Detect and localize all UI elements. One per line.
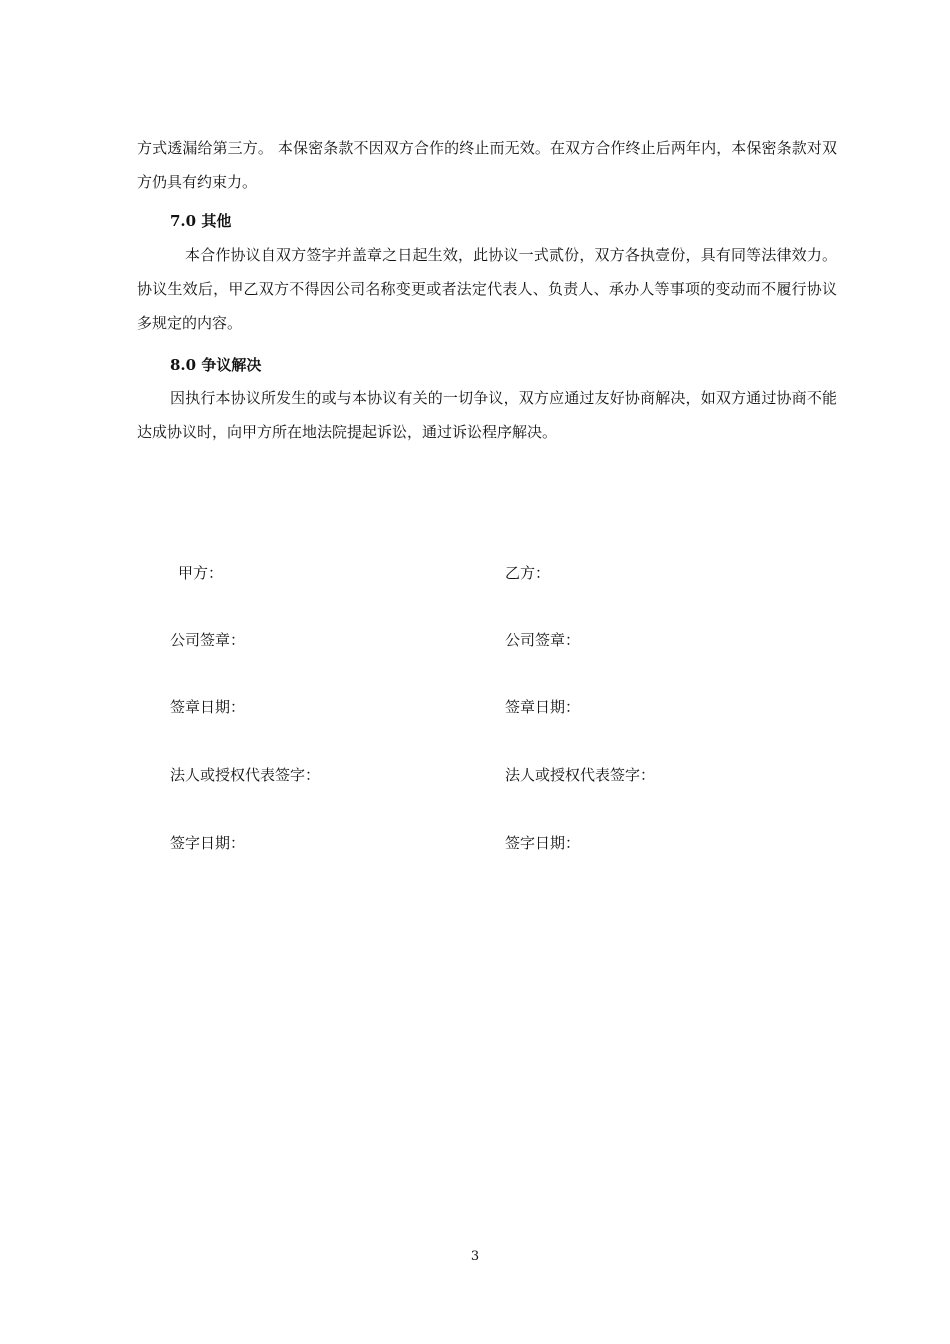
section-8-heading: 8.0 争议解决 (170, 356, 262, 374)
section-7-heading: 7.0 其他 (170, 212, 232, 230)
page-number: 3 (470, 1249, 480, 1264)
party-b-company-seal-label: 公司签章： (505, 631, 581, 649)
party-a-signature-date-label: 签字日期： (170, 834, 246, 852)
section-8-text: 因执行本协议所发生的或与本协议有关的一切争议，双方应通过友好协商解决，如双方通过协商不能达成协议时，向甲方所在地法院提起诉讼，通过诉讼程序解决。 (137, 389, 837, 441)
section-7-text: 本合作协议自双方签字并盖章之日起生效，此协议一式贰份，双方各执壹份，具有同等法律效力。协议生效后，甲乙双方不得因公司名称变更或者法定代表人、负责人、承办人等事项的变动而不履行协议多规定的内容。 (137, 246, 837, 332)
party-a-seal-date-label: 签章日期： (170, 698, 246, 716)
party-a-label: 甲方： (178, 564, 224, 582)
party-b-label: 乙方： (505, 564, 551, 582)
party-a-legal-rep-signature-label: 法人或授权代表签字： (170, 766, 321, 784)
confidentiality-clause-continuation: 方式透漏给第三方。 本保密条款不因双方合作的终止而无效。在双方合作终止后两年内，本保密条款对双方仍具有约束力。 (137, 139, 837, 191)
party-b-signature-date-label: 签字日期： (505, 834, 581, 852)
party-b-seal-date-label: 签章日期： (505, 698, 581, 716)
party-b-legal-rep-signature-label: 法人或授权代表签字： (505, 766, 656, 784)
party-a-company-seal-label: 公司签章： (170, 631, 246, 649)
